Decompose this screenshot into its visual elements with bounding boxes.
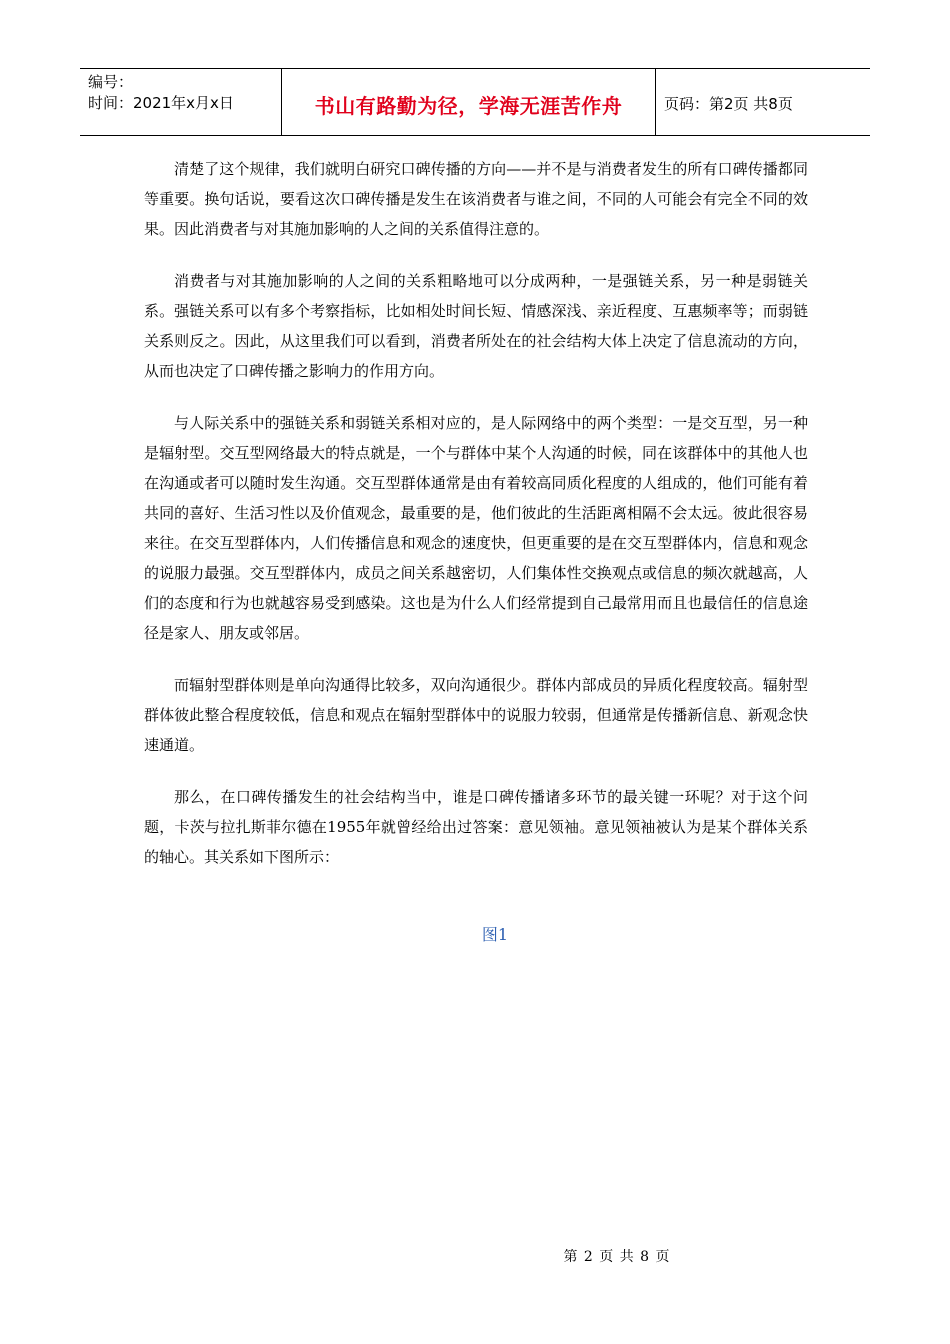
paragraph: 而辐射型群体则是单向沟通得比较多，双向沟通很少。群体内部成员的异质化程度较高。辐射型群体彼此整合程度较低，信息和观点在辐射型群体中的说服力较弱，但通常是传播新信息、新观念快速通道。 bbox=[144, 676, 808, 754]
figure-caption: 图1 bbox=[481, 925, 509, 944]
paragraph: 消费者与对其施加影响的人之间的关系粗略地可以分成两种，一是强链关系，另一种是弱链关系。强链关系可以有多个考察指标，比如相处时间长短、情感深浅、亲近程度、互惠频率等；而弱链关系则反之。因此，从这里我们可以看到，消费者所处在的社会结构大体上决定了信息流动的方向，从而也决定了口碑传播之影响力的作用方向。 bbox=[144, 272, 808, 380]
time-label: 时间：2021年x月x日 bbox=[88, 94, 234, 112]
header-table bbox=[80, 68, 870, 136]
paragraph: 那么，在口碑传播发生的社会结构当中，谁是口碑传播诸多环节的最关键一环呢？对于这个问题，卡茨与拉扎斯菲尔德在1955年就曾经给出过答案：意见领袖。意见领袖被认为是某个群体关系的轴心。其关系如下图所示： bbox=[144, 788, 808, 866]
paragraph: 清楚了这个规律，我们就明白研究口碑传播的方向——并不是与消费者发生的所有口碑传播都同等重要。换句话说，要看这次口碑传播是发生在该消费者与谁之间，不同的人可能会有完全不同的效果。因此消费者与对其施加影响的人之间的关系值得注意的。 bbox=[144, 160, 808, 238]
motto: 书山有路勤为径，学海无涯苦作舟 bbox=[314, 93, 623, 118]
paragraph: 与人际关系中的强链关系和弱链关系相对应的，是人际网络中的两个类型：一是交互型，另一种是辐射型。交互型网络最大的特点就是，一个与群体中某个人沟通的时候，同在该群体中的其他人也在沟通或者可以随时发生沟通。交互型群体通常是由有着较高同质化程度的人组成的，他们可能有着共同的喜好、生活习性以及价值观念，最重要的是，他们彼此的生活距离相隔不会太远。彼此很容易来往。在交互型群体内，人们传播信息和观念的速度快，但更重要的是在交互型群体内，信息和观念的说服力最强。交互型群体内，成员之间关系越密切，人们集体性交换观点或信息的频次就越高，人们的态度和行为也就越容易受到感染。这也是为什么人们经常提到自己最常用而且也最信任的信息途径是家人、朋友或邻居。 bbox=[144, 414, 808, 642]
header-left-cell bbox=[80, 69, 282, 135]
serial-label: 编号： bbox=[88, 73, 134, 91]
page-footer: 第 2 页 共 8 页 bbox=[563, 1249, 671, 1265]
document-body bbox=[144, 154, 808, 894]
header-motto-cell bbox=[282, 69, 656, 135]
header-page-cell bbox=[656, 69, 870, 135]
page-code: 页码：第2页 共8页 bbox=[664, 94, 793, 113]
